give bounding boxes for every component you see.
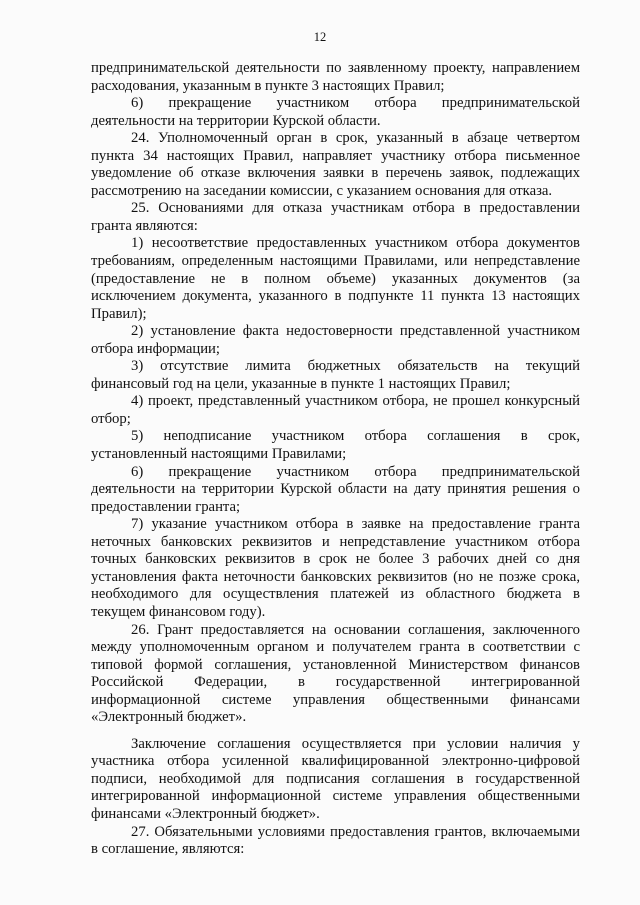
paragraph: 26. Грант предоставляется на основании соглашения, заключенного между уполномоченным органом и получателем гранта в соответствии с типовой формой соглашения, установленной Министерством финансов Российской Федерации, в государственной интегрированной информационной системе управления общественными финансами «Электронный бюджет». bbox=[91, 621, 580, 726]
paragraph: 24. Уполномоченный орган в срок, указанный в абзаце четвертом пункта 34 настоящих Правил, направляет участнику отбора письменное уведомление об отказе включения заявки в перечень заявок, подлежащих рассмотрению на заседании комиссии, с указанием основания для отказа. bbox=[91, 130, 580, 199]
paragraph: Заключение соглашения осуществляется при условии наличия у участника отбора усиленной квалифицированной электронно-цифровой подписи, необходимой для подписания соглашения в государственной интегрированной информационной системе управления общественными финансами «Электронный бюджет». bbox=[91, 735, 580, 822]
paragraph: 5) неподписание участником отбора соглашения в срок, установленный настоящими Правилами; bbox=[91, 428, 580, 463]
paragraph: 6) прекращение участником отбора предпринимательской деятельности на территории Курской области на дату принятия решения о предоставлении гранта; bbox=[91, 463, 580, 515]
paragraph: 2) установление факта недостоверности представленной участником отбора информации; bbox=[91, 323, 580, 357]
paragraph: 1) несоответствие предоставленных участником отбора документов требованиям, определенным настоящими Правилами, или непредставление (предоставление не в полном объеме) указанных документов (за исключением документа, указанного в подпункте 11 пункта 13 настоящих Правил); bbox=[91, 235, 580, 322]
paragraph: 6) прекращение участником отбора предпринимательской деятельности на территории Курской области. bbox=[91, 95, 580, 129]
page-number: 12 bbox=[313, 30, 327, 44]
paragraph: 3) отсутствие лимита бюджетных обязательств на текущий финансовый год на цели, указанные в пункте 1 настоящих Правил; bbox=[91, 358, 580, 392]
document-body bbox=[91, 60, 580, 859]
paragraph: 27. Обязательными условиями предоставления грантов, включаемыми в соглашение, являются: bbox=[91, 823, 580, 858]
paragraph: 7) указание участником отбора в заявке на предоставление гранта неточных банковских реквизитов и непредставление участником отбора точных банковских реквизитов в срок не более 3 рабочих дней со дня установления факта неточности банковских реквизитов (но не позже срока, необходимого для осуществления платежей из областного бюджета в текущем финансовом году). bbox=[91, 516, 580, 620]
paragraph: 4) проект, представленный участником отбора, не прошел конкурсный отбор; bbox=[91, 393, 580, 427]
paragraph: предпринимательской деятельности по заявленному проекту, направлением расходования, указанным в пункте 3 настоящих Правил; bbox=[91, 60, 580, 94]
paragraph: 25. Основаниями для отказа участникам отбора в предоставлении гранта являются: bbox=[91, 200, 580, 234]
